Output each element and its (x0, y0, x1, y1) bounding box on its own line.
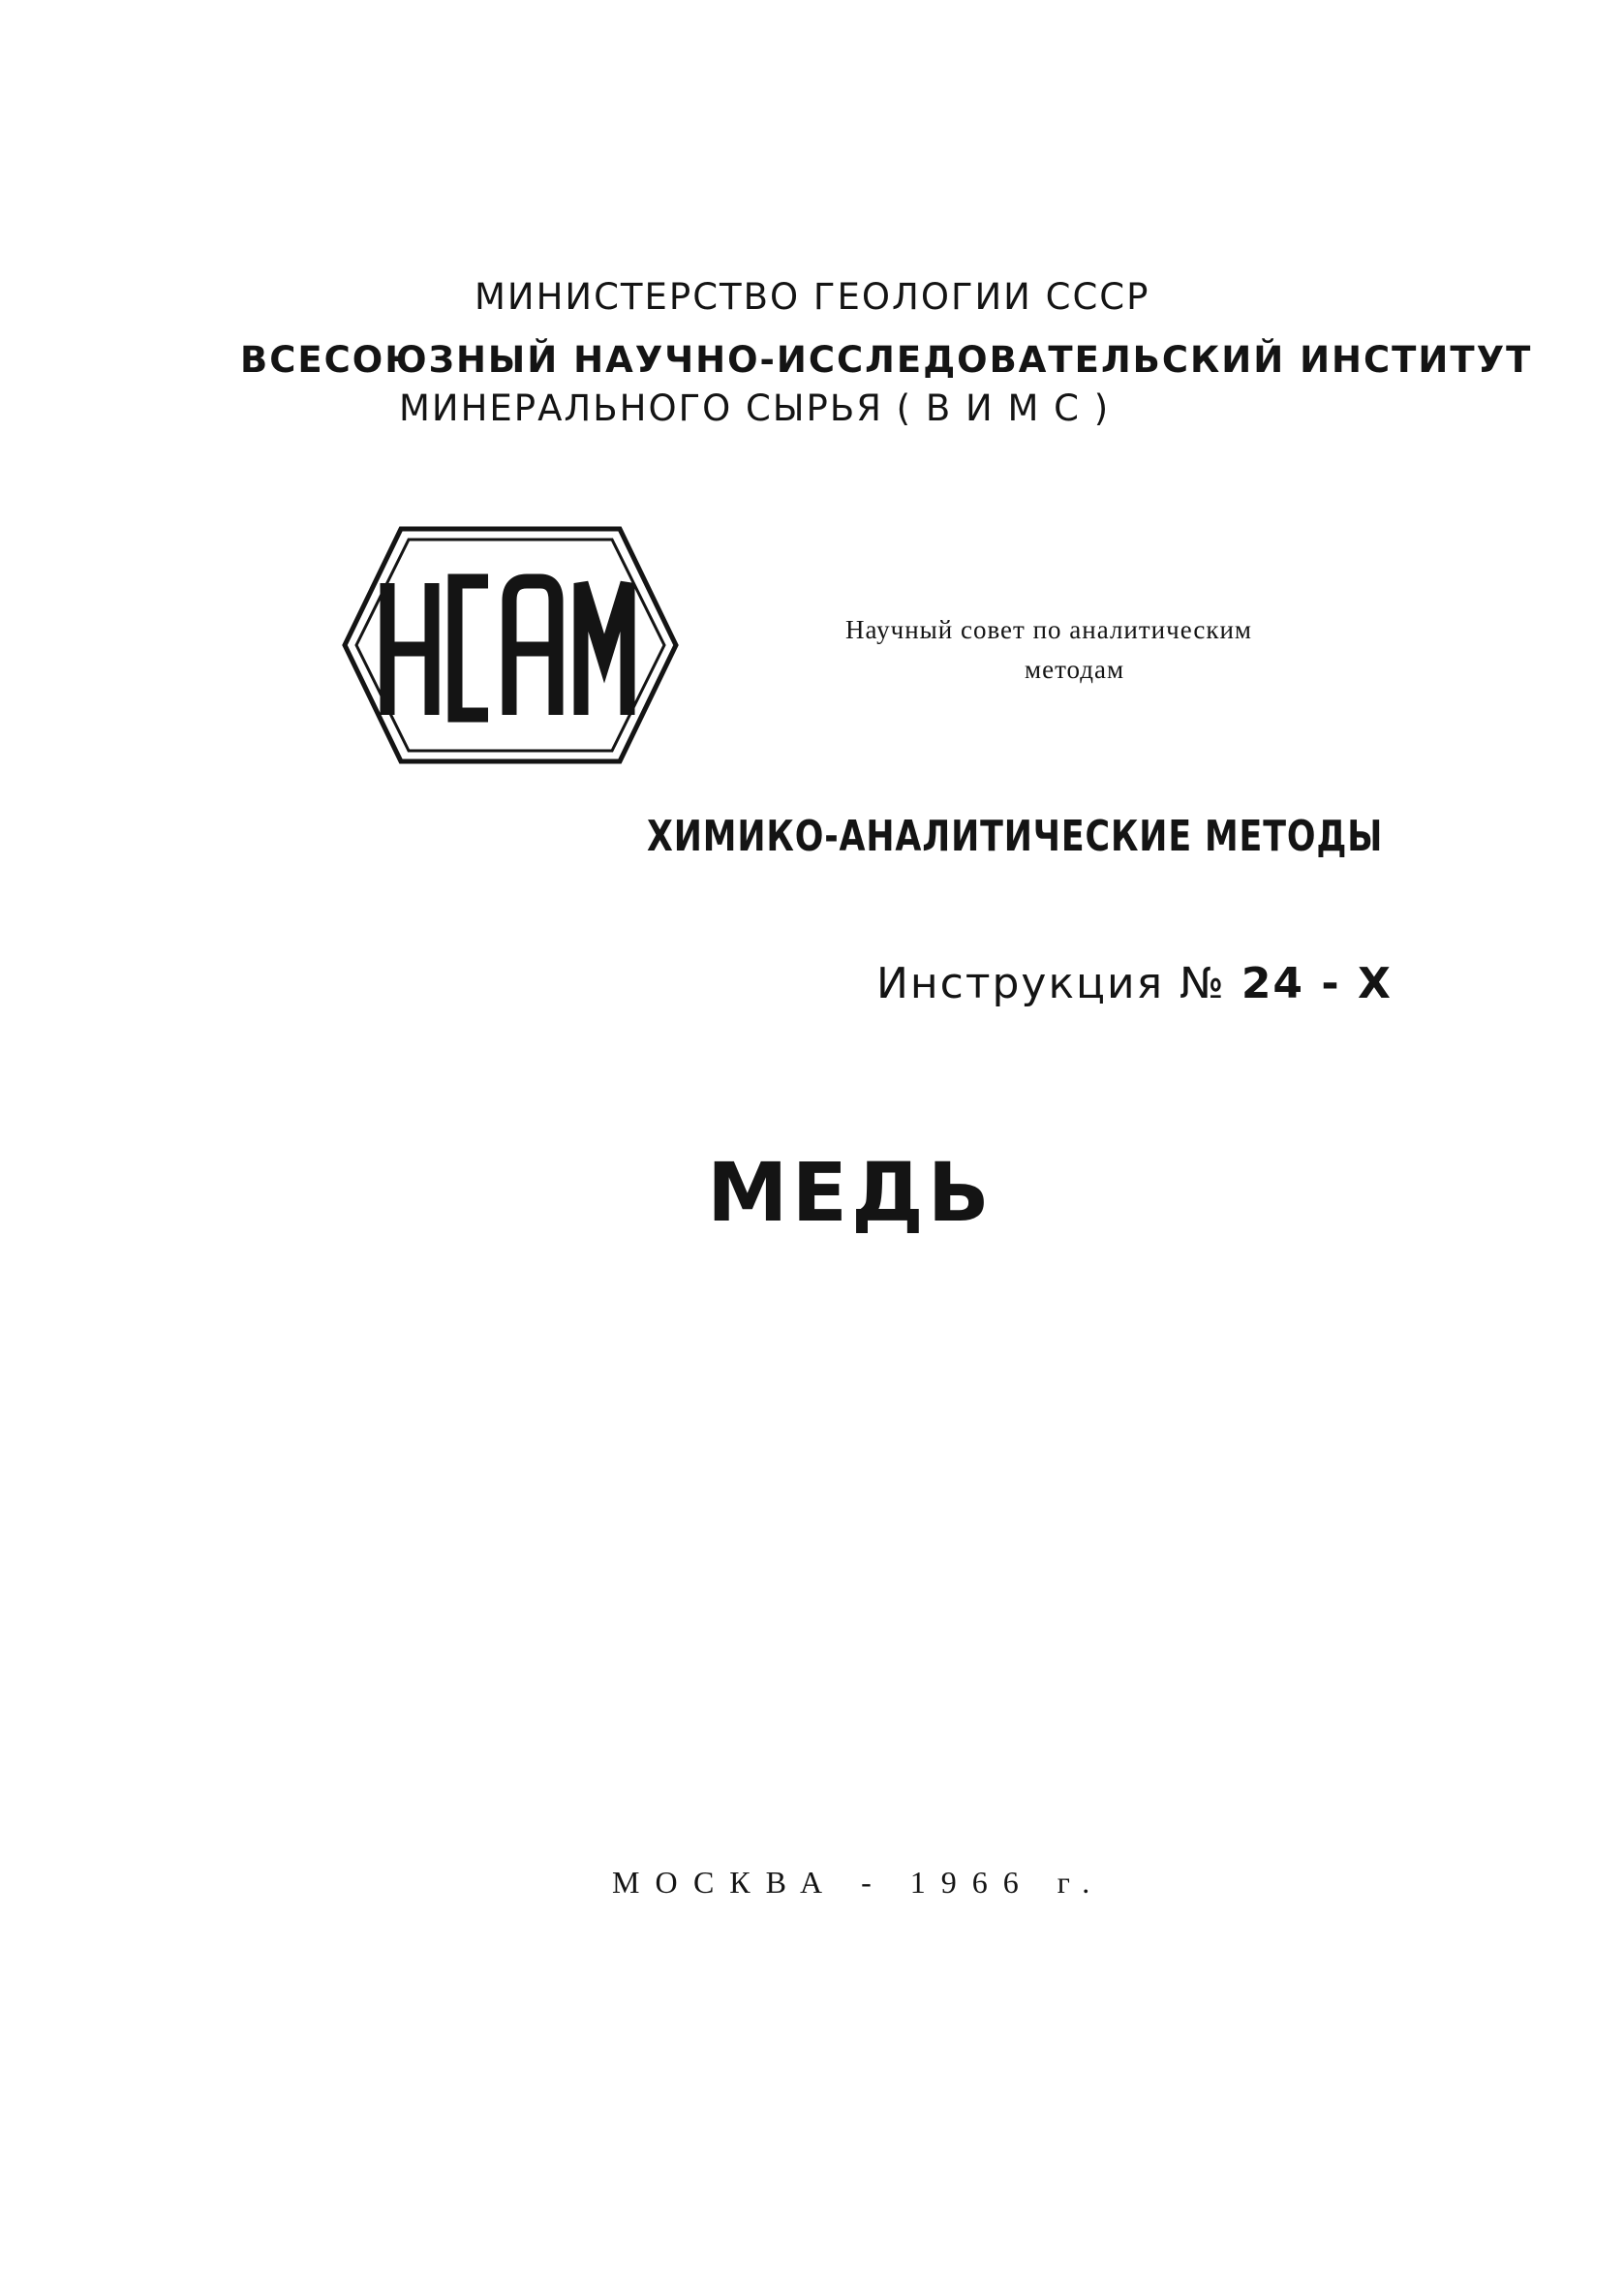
institute-name-line-1: ВСЕСОЮЗНЫЙ НАУЧНО-ИССЛЕДОВАТЕЛЬСКИЙ ИНСТИТУТ (240, 339, 1533, 381)
instruction-label: Инструкция № (876, 959, 1226, 1008)
document-title: МЕДЬ (707, 1145, 994, 1240)
series-title: ХИМИКО-АНАЛИТИЧЕСКИЕ МЕТОДЫ (647, 812, 1384, 861)
emblem-lettering (387, 581, 628, 715)
instruction-number: 24 - Х (1241, 959, 1393, 1008)
imprint: МОСКВА - 1966 г. (612, 1865, 1106, 1900)
council-name-line-1: Научный совет по аналитическим (845, 615, 1252, 644)
council-name-line-2: методам (1025, 655, 1125, 684)
ministry-name: МИНИСТЕРСТВО ГЕОЛОГИИ СССР (475, 276, 1150, 318)
hexagon-emblem-icon (341, 513, 680, 777)
institute-name-line-2: МИНЕРАЛЬНОГО СЫРЬЯ ( В И М С ) (399, 387, 1111, 429)
instruction-heading (876, 959, 1393, 1008)
